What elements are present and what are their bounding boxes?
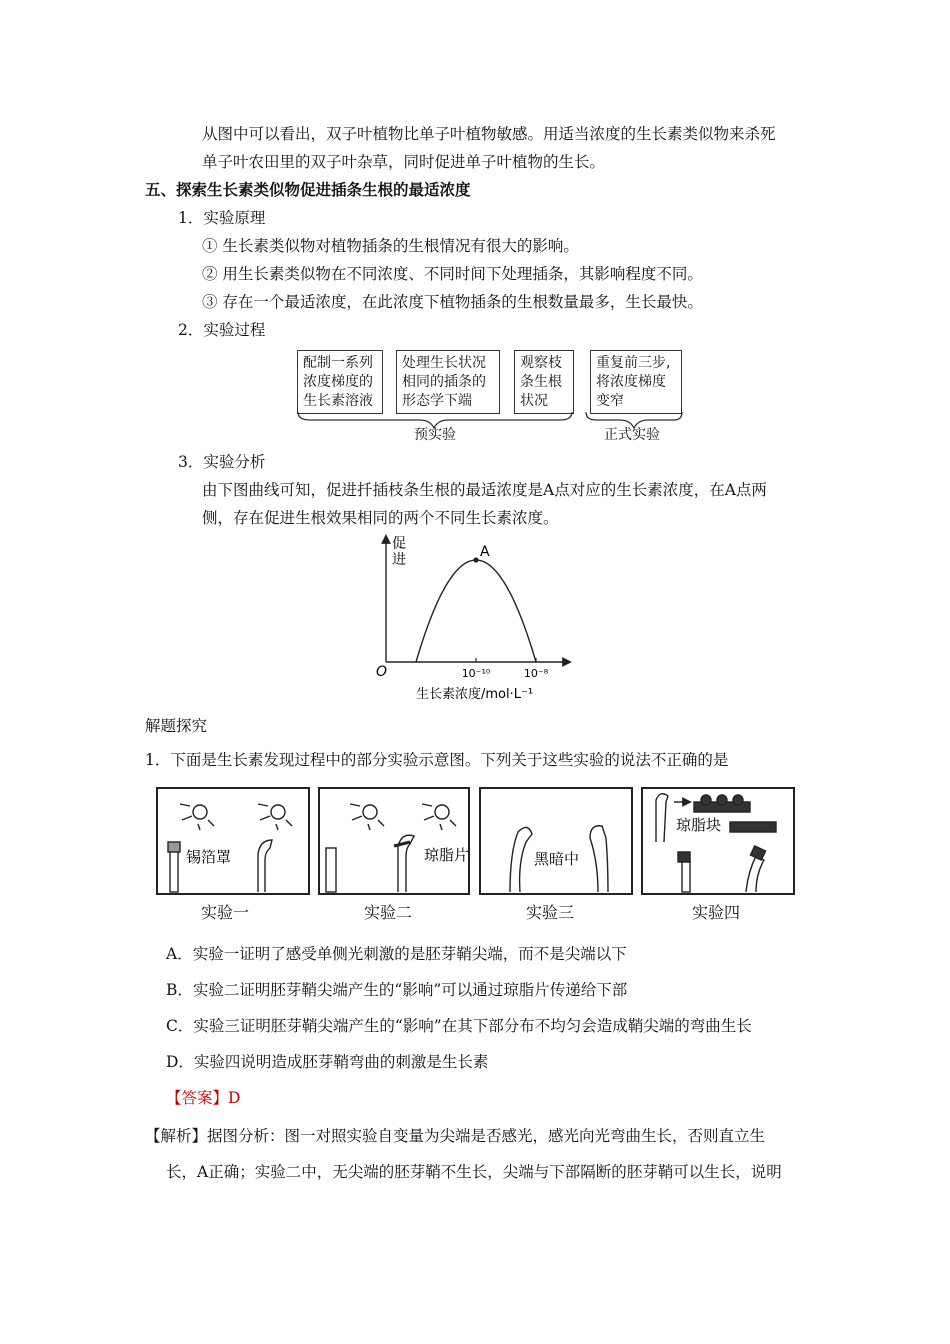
- panel-1: [157, 788, 309, 894]
- flow-box-4-line: 重复前三步,: [596, 355, 671, 371]
- principle-2: ② 用生长素类似物在不同浓度、不同时间下处理插条，其影响程度不同。: [202, 265, 703, 283]
- caption-experiment-4: 实验四: [692, 903, 741, 922]
- peak-point: [473, 557, 478, 562]
- coleoptile: [746, 856, 764, 892]
- intro-line-2: 单子叶农田里的双子叶杂草，同时促进单子叶植物的生长。: [202, 153, 606, 171]
- coleoptile: [682, 860, 690, 892]
- caption-experiment-1: 实验一: [201, 903, 250, 922]
- section-title: 五、探索生长素类似物促进插条生根的最适浓度: [145, 180, 471, 199]
- tick-label-2: 10⁻⁸: [523, 667, 549, 680]
- flow-box-2: [396, 350, 500, 414]
- caption-experiment-3: 实验三: [526, 903, 575, 922]
- flow-box-3-line: 状况: [520, 393, 548, 409]
- flow-box-3-line: 观察枝: [520, 355, 562, 371]
- exercise-heading: 解题探究: [145, 717, 208, 735]
- flow-box-4: [590, 350, 682, 414]
- coleoptile: [170, 846, 178, 892]
- option-c: C．实验三证明胚芽鞘尖端产生的“影响”在其下部分布不均匀会造成鞘尖端的弯曲生长: [166, 1017, 752, 1035]
- flow-box-3-line: 条生根: [520, 374, 562, 390]
- peak-label: A: [480, 544, 490, 560]
- question-1: 1．下面是生长素发现过程中的部分实验示意图。下列关于这些实验的说法不正确的是: [145, 751, 729, 769]
- answer-value: D: [228, 1089, 241, 1107]
- origin-label: O: [376, 664, 388, 680]
- flow-box-2-line: 形态学下端: [402, 393, 472, 409]
- option-d: D．实验四说明造成胚芽鞘弯曲的刺激是生长素: [166, 1053, 489, 1071]
- panel-2: [319, 788, 469, 894]
- flow-box-2-line: 相同的插条的: [402, 374, 486, 390]
- caption-experiment-2: 实验二: [364, 903, 413, 922]
- pre-experiment-label: 预实验: [414, 427, 456, 443]
- agar-cube: [750, 846, 765, 860]
- flow-box-2-line: 处理生长状况: [402, 355, 486, 371]
- coleoptile: [258, 840, 272, 892]
- flow-box-1-line: 生长素溶液: [303, 393, 373, 409]
- flow-box-4-line: 将浓度梯度: [596, 374, 666, 390]
- analysis-line-2: 侧，存在促进生根效果相同的两个不同生长素浓度。: [202, 509, 559, 527]
- intro-line-1: 从图中可以看出，双子叶植物比单子叶植物敏感。用适当浓度的生长素类似物来杀死: [202, 125, 776, 143]
- response-curve: [416, 560, 536, 662]
- formal-experiment-label: 正式实验: [604, 427, 660, 443]
- principle-1: ① 生长素类似物对植物插条的生根情况有很大的影响。: [202, 237, 579, 255]
- agar-block: [730, 822, 776, 832]
- sun-icon: [350, 804, 456, 830]
- principle-heading: 1．实验原理: [178, 209, 266, 227]
- y-axis-label-bottom: 进: [392, 552, 406, 568]
- panel-4-label: 琼脂块: [676, 816, 722, 834]
- flow-box-4-line: 变窄: [596, 393, 624, 409]
- agar-cube: [678, 852, 690, 862]
- flow-box-1: [297, 350, 383, 414]
- panel-1-label: 锡箔罩: [186, 848, 232, 866]
- panel-3-label: 黑暗中: [534, 850, 580, 868]
- sun-icon: [180, 804, 292, 830]
- process-heading: 2．实验过程: [178, 321, 266, 339]
- analysis-text-1: 据图分析：图一对照实验自变量为尖端是否感光，感光向光弯曲生长，否则直立生: [207, 1127, 766, 1145]
- flow-box-3: [514, 350, 574, 414]
- panel-2-label: 琼脂片: [424, 846, 470, 864]
- coleoptile: [510, 827, 532, 892]
- concentration-chart: [370, 530, 590, 708]
- foil-cap: [168, 842, 180, 852]
- panel-3: [480, 788, 632, 894]
- flow-box-1-line: 配制一系列: [303, 355, 373, 371]
- analysis-tag: 【解析】: [145, 1127, 208, 1145]
- y-axis-label-top: 促: [392, 536, 406, 552]
- coleoptile: [656, 794, 668, 842]
- coleoptile: [590, 826, 608, 892]
- analysis-heading: 3．实验分析: [178, 453, 266, 471]
- decapitated-coleoptile: [326, 848, 336, 892]
- answer-line: [166, 1088, 240, 1108]
- explanation-line-2: 长，A正确；实验二中，无尖端的胚芽鞘不生长，尖端与下部隔断的胚芽鞘可以生长，说明: [166, 1163, 782, 1181]
- x-axis-label: 生长素浓度/mol·L⁻¹: [416, 687, 534, 702]
- explanation-line-1: [145, 1126, 765, 1146]
- flow-box-1-line: 浓度梯度的: [303, 374, 373, 390]
- answer-tag: 【答案】: [166, 1089, 229, 1107]
- analysis-line-1: 由下图曲线可知，促进扦插枝条生根的最适浓度是A点对应的生长素浓度，在A点两: [202, 481, 767, 499]
- option-b: B．实验二证明胚芽鞘尖端产生的“影响”可以通过琼脂片传递给下部: [166, 981, 628, 999]
- agar-slice: [394, 842, 410, 846]
- tick-label-1: 10⁻¹⁰: [461, 667, 491, 680]
- principle-3: ③ 存在一个最适浓度，在此浓度下植物插条的生根数量最多，生长最快。: [202, 293, 703, 311]
- option-a: A．实验一证明了感受单侧光刺激的是胚芽鞘尖端，而不是尖端以下: [166, 945, 627, 963]
